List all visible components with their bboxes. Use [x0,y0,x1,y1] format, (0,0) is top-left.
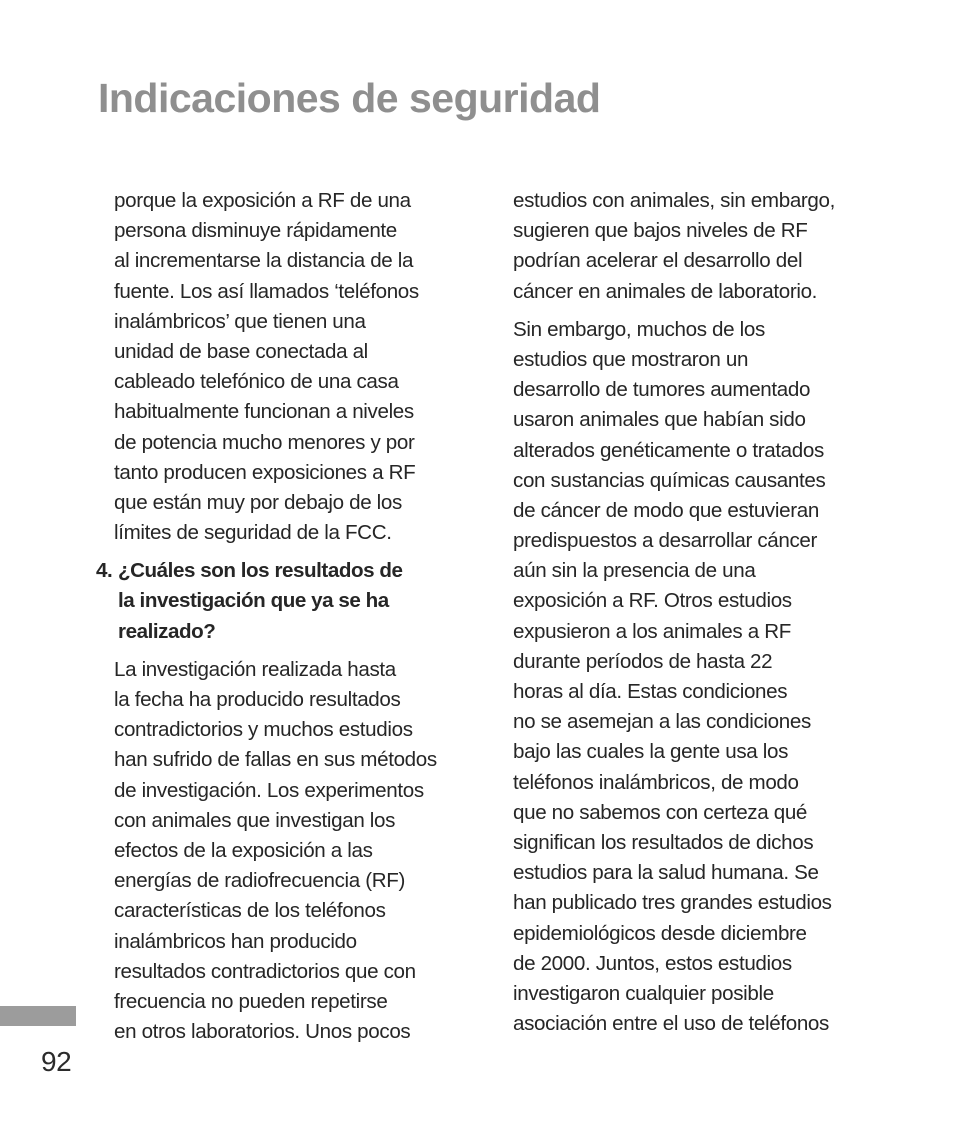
text-line: predispuestos a desarrollar cáncer [513,529,818,553]
text-line: efectos de la exposición a las [114,838,373,862]
question-line [96,586,464,616]
text-line: asociación entre el uso de teléfonos [513,1012,829,1036]
question-line [96,617,464,647]
text-line: no se asemejan a las condiciones [513,710,811,734]
text-line: cáncer en animales de laboratorio. [513,279,818,303]
text-line: estudios con animales, sin embargo, [513,189,836,212]
text-line: tanto producen exposiciones a RF [114,460,416,484]
text-line: inalámbricos han producido [114,929,357,953]
text-line: La investigación realizada hasta [114,657,396,681]
question-text: realizado? [118,619,216,643]
text-line: investigaron cualquier posible [513,981,774,1005]
text-line: persona disminuye rápidamente [114,219,397,243]
paragraph-rf-exposure-distance [114,186,464,548]
paragraph-research-results [114,655,464,1047]
text-line: han sufrido de fallas en sus métodos [114,748,437,772]
text-line: exposición a RF. Otros estudios [513,589,792,613]
text-line: en otros laboratorios. Unos pocos [114,1020,411,1044]
text-line: estudios para la salud humana. Se [513,861,819,885]
paragraph-gap [114,647,464,655]
text-line: usaron animales que habían sido [513,408,806,432]
text-line: cableado telefónico de una casa [114,370,399,394]
text-line: sugieren que bajos niveles de RF [513,219,808,243]
paragraph-gap [513,307,858,315]
paragraph-tumor-studies [513,315,858,1040]
text-line: expusieron a los animales a RF [513,619,791,643]
page-title: Indicaciones de seguridad [98,75,601,121]
text-line: porque la exposición a RF de una [114,189,411,212]
page-number: 92 [41,1046,72,1077]
text-line: desarrollo de tumores aumentado [513,378,811,402]
text-line: aún sin la presencia de una [513,559,756,583]
text-line: que no sabemos con certeza qué [513,800,808,824]
text-line: de cáncer de modo que estuvieran [513,498,819,522]
text-line: de 2000. Juntos, estos estudios [513,951,792,975]
text-line: unidad de base conectada al [114,339,368,363]
question-heading [96,556,464,647]
text-line: contradictorios y muchos estudios [114,718,413,742]
text-line: bajo las cuales la gente usa los [513,740,789,764]
text-line: resultados contradictorios que con [114,959,416,983]
text-line: habitualmente funcionan a niveles [114,400,414,424]
text-line: inalámbricos’ que tienen una [114,309,366,333]
text-line: con sustancias químicas causantes [513,468,826,492]
text-line: durante períodos de hasta 22 [513,649,773,673]
question-text: la investigación que ya se ha [118,589,389,613]
text-line: alterados genéticamente o tratados [513,438,824,462]
text-line: fuente. Los así llamados ‘teléfonos [114,279,419,303]
text-line: características de los teléfonos [114,899,386,923]
question-text: ¿Cuáles son los resultados de [118,559,403,583]
text-line: de investigación. Los experimentos [114,778,424,802]
text-line: horas al día. Estas condiciones [513,680,788,703]
text-line: teléfonos inalámbricos, de modo [513,770,799,794]
text-line: podrían acelerar el desarrollo del [513,249,803,273]
text-line: han publicado tres grandes estudios [513,891,832,915]
page-side-tab [0,1006,76,1026]
text-line: límites de seguridad de la FCC. [114,521,392,545]
question-line [96,556,464,586]
text-line: que están muy por debajo de los [114,490,402,514]
paragraph-animal-studies [513,186,858,307]
text-line: Sin embargo, muchos de los [513,317,765,341]
text-line: con animales que investigan los [114,808,396,832]
text-line: al incrementarse la distancia de la [114,249,414,273]
text-line: significan los resultados de dichos [513,830,814,854]
text-line: energías de radiofrecuencia (RF) [114,869,405,893]
text-line: la fecha ha producido resultados [114,688,401,711]
question-number: 4. [96,559,113,583]
left-column [96,186,464,1047]
text-line: frecuencia no pueden repetirse [114,989,388,1013]
text-line: epidemiológicos desde diciembre [513,921,807,945]
paragraph-gap [114,548,464,556]
text-line: de potencia mucho menores y por [114,430,415,454]
text-line: estudios que mostraron un [513,347,749,371]
right-column [513,186,858,1039]
